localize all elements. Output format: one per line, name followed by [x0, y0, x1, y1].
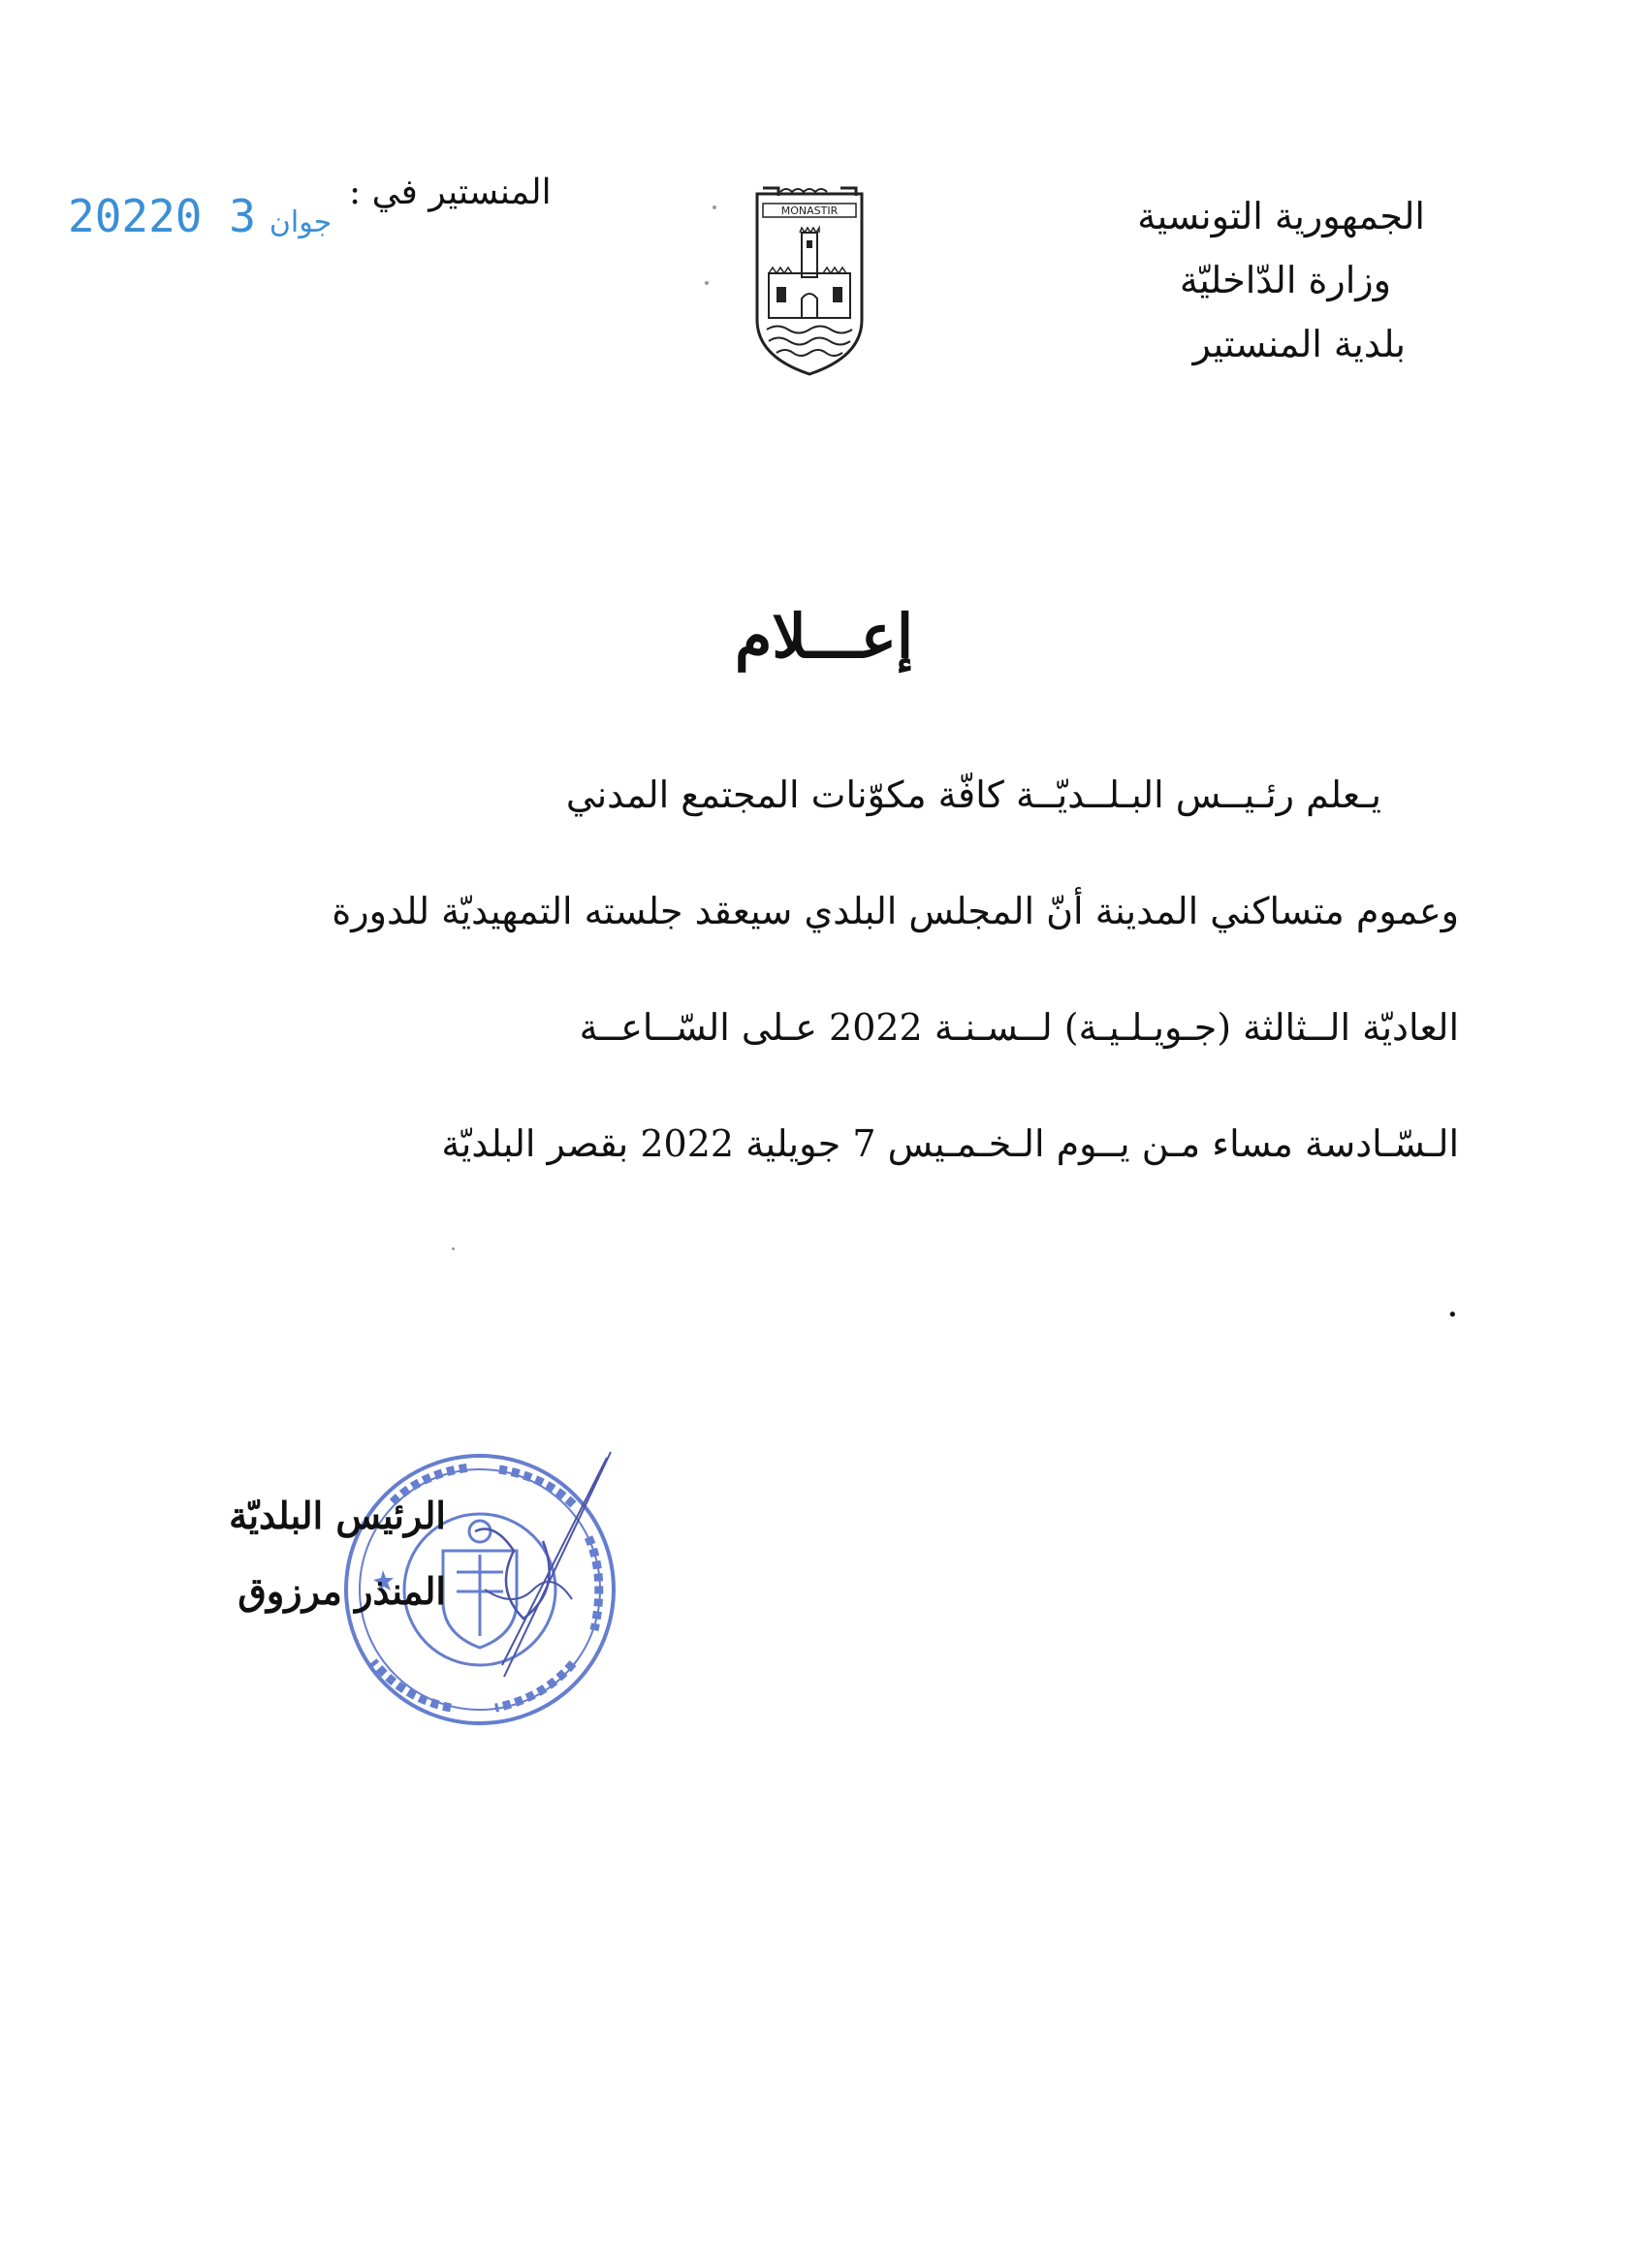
- announcement-body: [228, 756, 1459, 1221]
- handwritten-signature-icon: [417, 1444, 630, 1735]
- body-line: يـعلم رئـيــس البـلــديّــة كافّة مكوّنات المجتمع المدني: [565, 773, 1381, 816]
- date-stamp: [68, 190, 345, 242]
- date-stamp-year: 2022: [68, 190, 175, 242]
- scan-speck: [452, 1247, 455, 1250]
- monastir-emblem-icon: [751, 184, 868, 378]
- signature-block: [204, 1478, 446, 1629]
- date-stamp-month: جوان: [269, 205, 333, 239]
- body-line: العاديّة الــثالثة (جـويـلـيـة) لــسـنـة 2022 عـلى السّــاعــة: [579, 1006, 1459, 1049]
- letterhead: [1018, 184, 1425, 376]
- ministry-name: وزارة الدّاخليّة: [1179, 259, 1391, 301]
- signatory-title: الرئيس البلديّة: [229, 1494, 446, 1537]
- body-line: الـسّـادسة مساء مـن يــوم الـخـمـيس 7 جويلية 2022 بقصر البلديّة: [441, 1122, 1459, 1165]
- dateline-place: المنستير في :: [349, 173, 552, 212]
- emblem-label: MONASTIR: [780, 205, 839, 217]
- signatory-name: المنذر مرزوق: [238, 1569, 446, 1613]
- closing-mark: .: [1446, 1281, 1459, 1326]
- scan-speck: [705, 281, 709, 285]
- announcement-title: إعـــلام: [734, 601, 914, 672]
- scan-speck: [713, 205, 716, 209]
- date-stamp-day: 3 0: [174, 190, 256, 242]
- country-name: الجمهورية التونسية: [1137, 195, 1425, 237]
- body-line: وعموم متساكني المدينة أنّ المجلس البلدي سيعقد جلسته التمهيديّة للدورة: [332, 890, 1459, 932]
- municipality-name: بلدية المنستير: [1192, 323, 1406, 365]
